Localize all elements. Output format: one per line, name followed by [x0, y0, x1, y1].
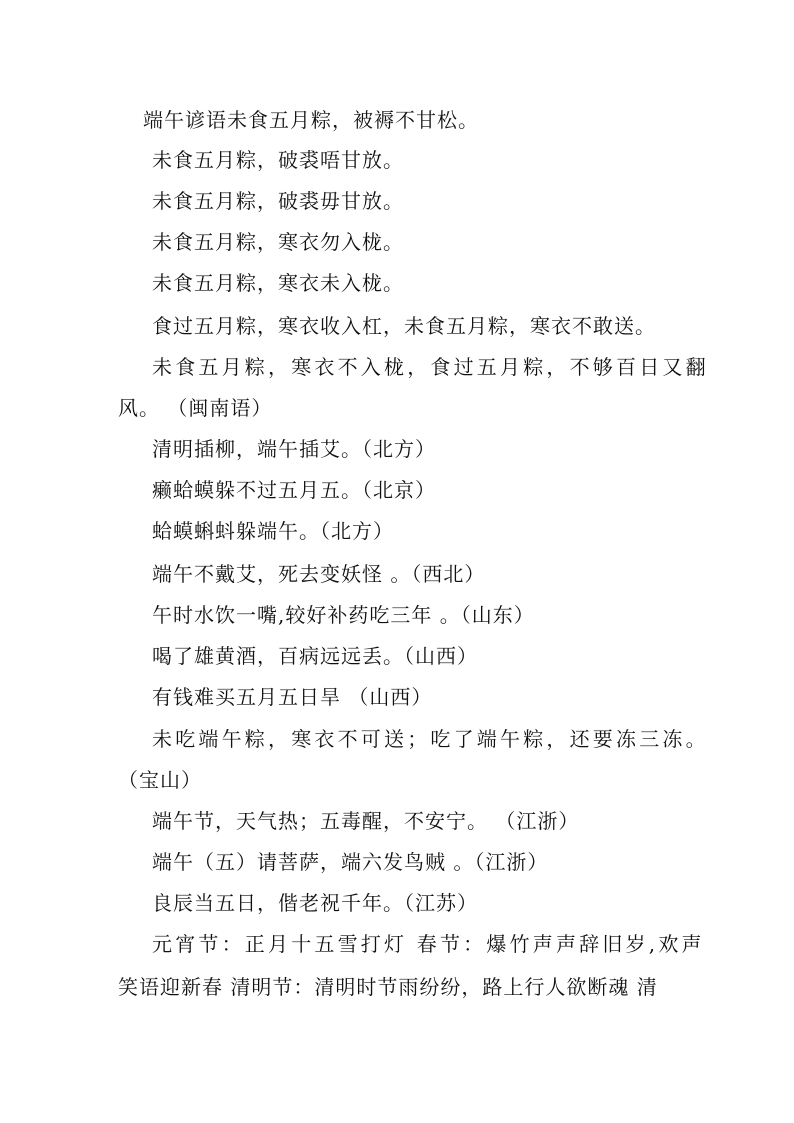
- proverb-line: 未食五月粽，寒衣勿入栊。: [152, 230, 404, 254]
- proverb-line: 喝了雄黄酒，百病远远丢。（山西）: [152, 644, 478, 668]
- proverb-line: 端午（五）请菩萨，端六发鸟贼 。（江浙）: [152, 850, 549, 874]
- proverb-line: 端午节，天气热；五毒醒，不安宁。 （江浙）: [152, 809, 580, 833]
- proverb-line: 未吃端午粽，寒衣不可送；吃了端午粽，还要冻三冻。: [152, 727, 709, 751]
- proverb-line-continued: （宝山）: [118, 768, 202, 792]
- proverb-line: 未食五月粽，寒衣未入栊。: [152, 271, 404, 295]
- proverb-line: 端午谚语未食五月粽，被褥不甘松。: [143, 108, 479, 132]
- proverb-line: 有钱难买五月五日旱 （山西）: [152, 685, 433, 709]
- proverb-line: 癞蛤蟆躲不过五月五。（北京）: [152, 478, 436, 502]
- proverb-line: 蛤蟆蝌蚪躲端午。（北方）: [152, 519, 394, 543]
- festival-line: 元宵节：正月十五雪打灯 春节：爆竹声声辞旧岁,欢声: [152, 932, 705, 956]
- proverb-line: 清明插柳，端午插艾。（北方）: [152, 437, 436, 461]
- proverb-line: 食过五月粽，寒衣收入杠，未食五月粽，寒衣不敢送。: [152, 314, 656, 338]
- proverb-line-continued: 风。 （闽南语）: [118, 396, 273, 420]
- festival-line-continued: 笑语迎新春 清明节：清明时节雨纷纷，路上行人欲断魂 清: [118, 975, 658, 999]
- proverb-line: 良辰当五日，偕老祝千年。（江苏）: [152, 891, 478, 915]
- proverb-line: 未食五月粽，破裘唔甘放。: [152, 148, 404, 172]
- proverb-line: 未食五月粽，寒衣不入栊，食过五月粽，不够百日又翻: [152, 355, 709, 379]
- proverb-line: 午时水饮一嘴,较好补药吃三年 。（山东）: [152, 603, 535, 627]
- proverb-line: 端午不戴艾，死去变妖怪 。（西北）: [152, 562, 486, 586]
- proverb-line: 未食五月粽，破裘毋甘放。: [152, 189, 404, 213]
